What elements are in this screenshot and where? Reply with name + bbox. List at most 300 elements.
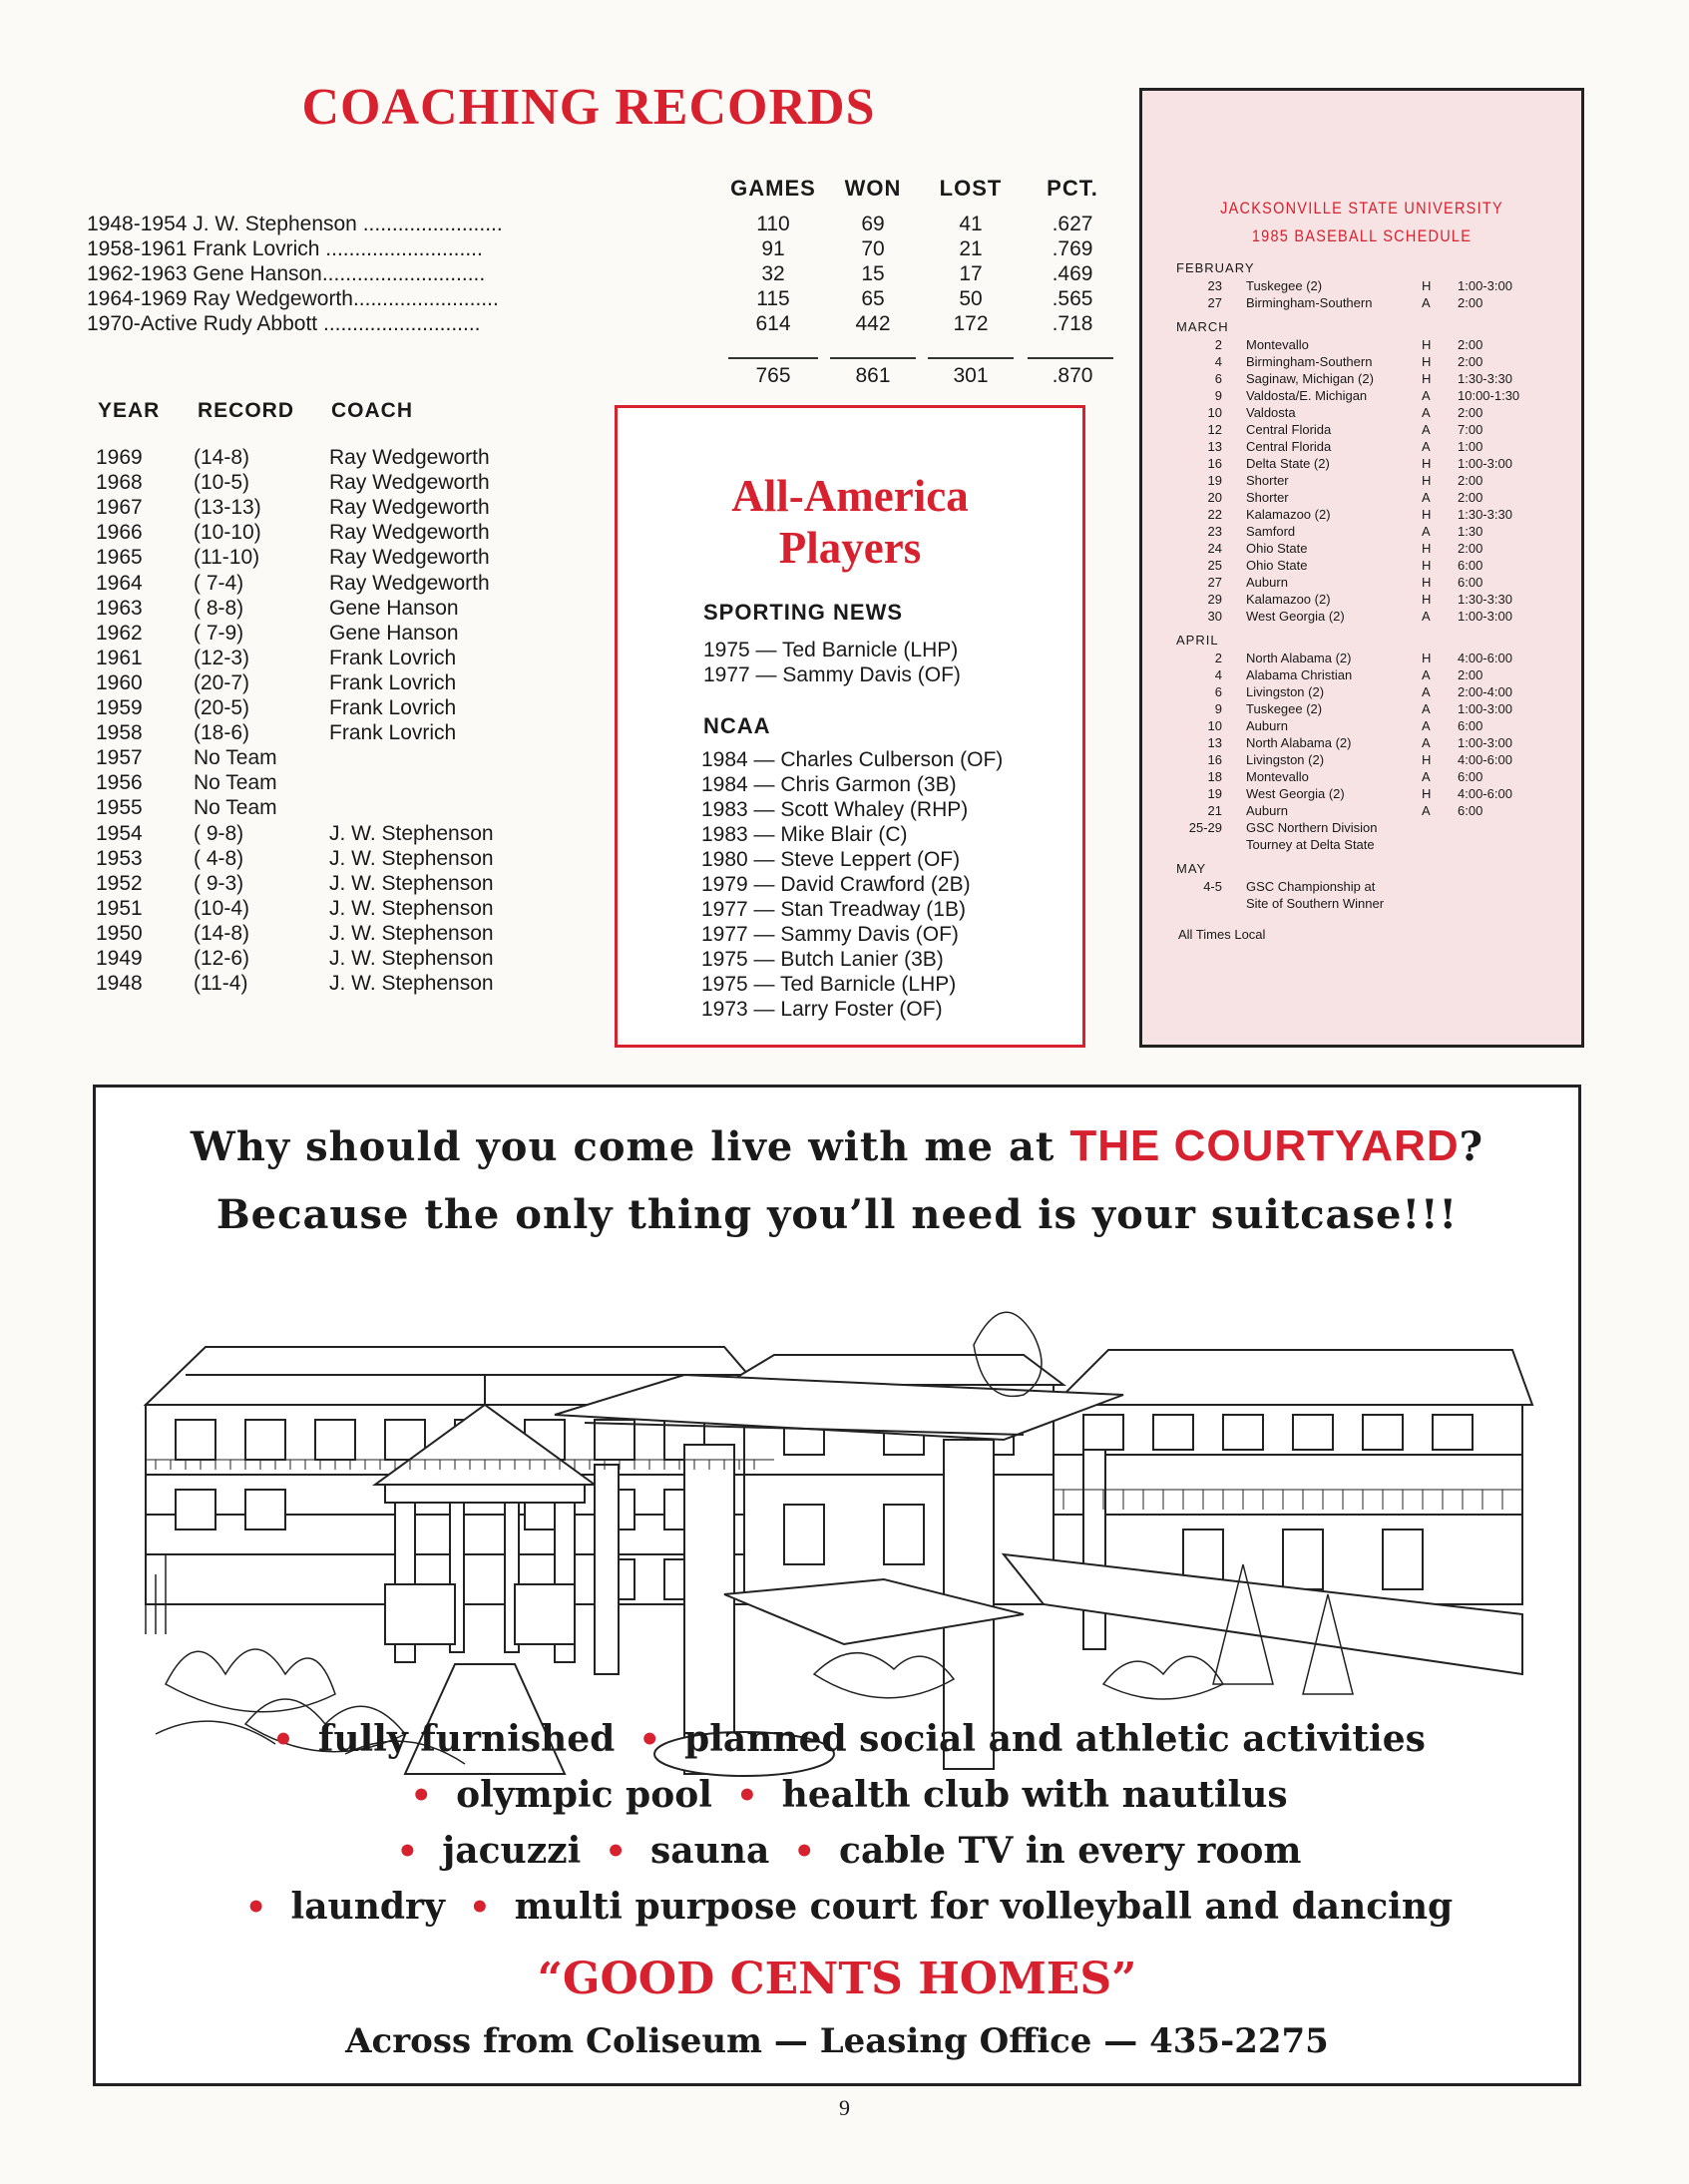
amenity-item: laundry (290, 1886, 445, 1928)
schedule-game-row (1142, 895, 1581, 912)
schedule-game-opp: Livingston (2) (1246, 684, 1325, 699)
year-record-coach: Frank Lovrich (329, 696, 457, 719)
year-record-row (0, 921, 599, 946)
schedule-title-line1: JACKSONVILLE STATE UNIVERSITY (1220, 199, 1503, 218)
year-record-year: 1950 (96, 921, 143, 945)
schedule-game-ha: A (1422, 769, 1431, 784)
coach-summary-lost: 17 (959, 262, 983, 285)
year-record-record: (14-8) (194, 446, 250, 469)
schedule-game-row (1142, 717, 1581, 734)
schedule-game-row (1142, 878, 1581, 895)
bullet-icon: • (396, 1832, 419, 1872)
schedule-game-opp: Valdosta (1246, 405, 1296, 420)
schedule-game-day: 4 (1214, 667, 1222, 682)
year-record-record: (20-5) (194, 696, 250, 719)
coach-summary-pct: .718 (1052, 312, 1093, 335)
year-record-year: 1965 (96, 546, 143, 570)
ncaa-item: 1977 — Sammy Davis (OF) (701, 923, 959, 946)
schedule-game-time: 2:00 (1458, 473, 1483, 488)
year-record-row (0, 770, 599, 795)
schedule-game-ha: H (1422, 575, 1432, 590)
total-rule-games (728, 357, 818, 359)
schedule-game-day: 21 (1207, 803, 1222, 818)
schedule-game-ha: A (1422, 735, 1431, 750)
total-rule-pct (1028, 357, 1113, 359)
schedule-game-ha: H (1422, 541, 1432, 556)
schedule-game-day: 20 (1207, 490, 1222, 505)
schedule-game-opp: West Georgia (2) (1246, 609, 1345, 624)
schedule-game-day: 9 (1214, 701, 1222, 716)
schedule-game-ha: H (1422, 592, 1432, 607)
year-record-record: (13-13) (194, 496, 261, 520)
schedule-game-opp: Kalamazoo (2) (1246, 507, 1331, 522)
schedule-game-time: 6:00 (1458, 769, 1483, 784)
schedule-game-time: 6:00 (1458, 718, 1483, 733)
schedule-game-ha: A (1422, 295, 1431, 310)
year-record-row (0, 896, 599, 921)
schedule-game-opp: Valdosta/E. Michigan (1246, 388, 1368, 403)
schedule-game-opp: Ohio State (1246, 541, 1308, 556)
year-record-coach: J. W. Stephenson (329, 972, 494, 996)
coach-summary-row (0, 286, 1117, 311)
sporting-news-item: 1975 — Ted Barnicle (LHP) (703, 639, 959, 661)
schedule-month-label: MARCH (1176, 319, 1229, 334)
schedule-game-time: 6:00 (1458, 803, 1483, 818)
schedule-game-opp: Auburn (1246, 575, 1288, 590)
year-record-year: 1963 (96, 596, 143, 620)
year-record-year: 1969 (96, 446, 143, 469)
schedule-game-row (1142, 683, 1581, 700)
schedule-game-row (1142, 438, 1581, 455)
schedule-game-opp: Samford (1246, 524, 1296, 539)
schedule-game-row (1142, 768, 1581, 785)
coach-summary-pct: .769 (1052, 237, 1093, 260)
year-record-year: 1956 (96, 771, 143, 795)
schedule-game-row (1142, 540, 1581, 557)
schedule-game-ha: H (1422, 371, 1432, 386)
coach-summary-row (0, 212, 1117, 236)
schedule-game-opp: Shorter (1246, 490, 1289, 505)
coaching-records-title: COACHING RECORDS (301, 79, 876, 136)
amenities-line (96, 1718, 1578, 1760)
schedule-game-row (1142, 506, 1581, 523)
year-header: YEAR (98, 399, 161, 422)
ncaa-label: NCAA (703, 713, 771, 738)
coach-summary-won: 15 (861, 262, 885, 285)
coach-summary-games: 614 (755, 312, 791, 335)
year-record-year: 1954 (96, 821, 143, 845)
schedule-game-row (1142, 370, 1581, 387)
schedule-game-opp: Saginaw, Michigan (2) (1246, 371, 1374, 386)
all-america-title-line2: Players (778, 523, 922, 573)
year-record-record: ( 4-8) (194, 846, 244, 870)
schedule-game-day: 9 (1214, 388, 1222, 403)
schedule-game-day: 16 (1207, 456, 1222, 471)
year-record-year: 1951 (96, 896, 143, 920)
coach-summary-label: 1958-1961 Frank Lovrich ........................... (87, 237, 483, 260)
schedule-game-ha: H (1422, 337, 1432, 352)
coach-summary-lost: 50 (959, 287, 983, 310)
schedule-game-opp: Kalamazoo (2) (1246, 592, 1331, 607)
coach-summary-lost: 21 (959, 237, 983, 260)
year-record-row (0, 871, 599, 896)
year-record-record: No Team (194, 746, 277, 770)
year-record-record: ( 9-8) (194, 821, 244, 845)
year-record-coach: Ray Wedgeworth (329, 546, 490, 570)
schedule-game-day: 22 (1207, 507, 1222, 522)
year-record-coach: Ray Wedgeworth (329, 496, 490, 520)
year-record-year: 1964 (96, 571, 143, 595)
schedule-game-day: 25 (1207, 558, 1222, 573)
ad-headline-1-text: Why should you come live with me at (190, 1123, 1070, 1170)
schedule-game-opp: GSC Championship at (1246, 879, 1376, 894)
coach-summary-games: 91 (761, 237, 785, 260)
ncaa-item: 1975 — Butch Lanier (3B) (701, 948, 944, 971)
schedule-game-time: 4:00-6:00 (1458, 786, 1512, 801)
page-number: 9 (839, 2095, 850, 2120)
year-record-record: (20-7) (194, 670, 250, 694)
year-record-year: 1967 (96, 496, 143, 520)
bullet-icon: • (410, 1776, 433, 1816)
year-record-record: No Team (194, 771, 277, 795)
year-record-record: (11-10) (194, 546, 260, 570)
schedule-game-time: 2:00-4:00 (1458, 684, 1512, 699)
coach-header: COACH (331, 399, 413, 422)
amenity-item: sauna (650, 1830, 770, 1872)
schedule-game-row (1142, 819, 1581, 836)
schedule-game-row (1142, 734, 1581, 751)
year-record-row (0, 470, 599, 495)
year-record-row (0, 946, 599, 971)
year-record-row (0, 695, 599, 720)
year-record-coach: J. W. Stephenson (329, 846, 494, 870)
schedule-game-ha: A (1422, 684, 1431, 699)
schedule-game-day: 23 (1207, 524, 1222, 539)
schedule-game-day: 19 (1207, 786, 1222, 801)
coach-summary-row (0, 311, 1117, 336)
year-record-coach: Ray Wedgeworth (329, 446, 490, 469)
schedule-game-ha: H (1422, 558, 1432, 573)
ncaa-item: 1984 — Chris Garmon (3B) (701, 773, 957, 796)
year-record-record: ( 7-9) (194, 621, 244, 645)
schedule-game-opp: Alabama Christian (1246, 667, 1353, 682)
total-won: 861 (855, 364, 891, 387)
year-record-row (0, 745, 599, 770)
schedule-game-time: 1:00-3:00 (1458, 278, 1512, 293)
schedule-game-time: 2:00 (1458, 337, 1483, 352)
schedule-game-opp: Central Florida (1246, 422, 1332, 437)
all-america-box (615, 405, 1085, 1048)
schedule-title-line2: 1985 BASEBALL SCHEDULE (1251, 226, 1473, 245)
schedule-game-row (1142, 472, 1581, 489)
coach-summary-won: 442 (855, 312, 891, 335)
schedule-game-opp: Tuskegee (2) (1246, 278, 1323, 293)
schedule-game-ha: A (1422, 422, 1431, 437)
schedule-game-opp: Site of Southern Winner (1246, 896, 1385, 911)
leasing-office-line: Across from Coliseum — Leasing Office — 435-2275 (345, 2021, 1329, 2061)
schedule-game-opp: Birmingham-Southern (1246, 295, 1373, 310)
schedule-game-ha: H (1422, 752, 1432, 767)
year-record-year: 1968 (96, 471, 143, 495)
schedule-game-opp: Tourney at Delta State (1246, 837, 1375, 852)
schedule-game-ha: A (1422, 718, 1431, 733)
coach-summary-games: 115 (756, 287, 790, 310)
schedule-game-ha: A (1422, 405, 1431, 420)
schedule-game-time: 6:00 (1458, 558, 1483, 573)
year-record-record: ( 7-4) (194, 571, 244, 595)
year-record-record: (10-4) (194, 896, 250, 920)
coach-summary-won: 69 (861, 213, 885, 235)
schedule-game-day: 27 (1207, 295, 1222, 310)
schedule-game-day: 16 (1207, 752, 1222, 767)
year-record-row (0, 596, 599, 621)
year-record-record: ( 8-8) (194, 596, 244, 620)
schedule-game-row (1142, 574, 1581, 591)
year-record-year: 1958 (96, 721, 143, 745)
schedule-game-day: 10 (1207, 405, 1222, 420)
schedule-game-opp: Auburn (1246, 803, 1288, 818)
schedule-game-day: 13 (1207, 735, 1222, 750)
amenity-item: fully furnished (317, 1718, 616, 1760)
schedule-game-time: 1:00-3:00 (1458, 735, 1512, 750)
year-record-record: No Team (194, 796, 277, 820)
schedule-game-day: 4 (1214, 354, 1222, 369)
bullet-icon: • (735, 1776, 758, 1816)
year-record-coach: Gene Hanson (329, 621, 459, 645)
schedule-game-opp: North Alabama (2) (1246, 735, 1352, 750)
total-lost: 301 (953, 364, 989, 387)
year-record-row (0, 821, 599, 846)
year-record-record: (18-6) (194, 721, 250, 745)
ad-headline-2: Because the only thing you’ll need is your suitcase!!! (215, 1191, 1459, 1238)
schedule-game-time: 1:30 (1458, 524, 1483, 539)
year-record-record: (12-6) (194, 947, 250, 970)
year-record-row (0, 646, 599, 670)
schedule-game-opp: Delta State (2) (1246, 456, 1330, 471)
year-record-year: 1955 (96, 796, 143, 820)
schedule-game-day: 23 (1207, 278, 1222, 293)
total-rule-won (830, 357, 916, 359)
year-record-row (0, 545, 599, 570)
amenity-item: cable TV in every room (839, 1830, 1302, 1872)
year-record-year: 1962 (96, 621, 143, 645)
year-record-coach: J. W. Stephenson (329, 896, 494, 920)
schedule-game-ha: A (1422, 701, 1431, 716)
schedule-game-time: 2:00 (1458, 354, 1483, 369)
amenities-line (96, 1774, 1578, 1816)
schedule-game-time: 1:30-3:30 (1458, 371, 1512, 386)
ncaa-item: 1984 — Charles Culberson (OF) (701, 748, 1004, 771)
total-pct: .870 (1052, 364, 1093, 387)
year-record-coach: Frank Lovrich (329, 646, 457, 669)
year-record-row (0, 520, 599, 545)
games-header: GAMES (730, 176, 816, 201)
year-record-year: 1966 (96, 521, 143, 545)
coach-summary-lost: 172 (953, 312, 989, 335)
schedule-game-ha: A (1422, 524, 1431, 539)
record-header: RECORD (198, 399, 295, 422)
schedule-game-time: 1:30-3:30 (1458, 507, 1512, 522)
schedule-game-ha: H (1422, 354, 1432, 369)
schedule-game-day: 2 (1214, 337, 1222, 352)
schedule-game-time: 1:30-3:30 (1458, 592, 1512, 607)
schedule-game-row (1142, 650, 1581, 666)
schedule-game-day: 25-29 (1188, 820, 1222, 835)
coach-summary-label: 1964-1969 Ray Wedgeworth......................... (87, 287, 499, 310)
good-cents-homes (96, 1954, 1578, 2004)
schedule-game-day: 18 (1207, 769, 1222, 784)
schedule-game-ha: H (1422, 456, 1432, 471)
amenity-item: olympic pool (456, 1774, 712, 1816)
ncaa-item: 1980 — Steve Leppert (OF) (701, 848, 961, 871)
schedule-game-time: 6:00 (1458, 575, 1483, 590)
courtyard-advertisement (93, 1085, 1581, 2086)
schedule-game-day: 6 (1214, 371, 1222, 386)
coach-summary-row (0, 236, 1117, 261)
sporting-news-item: 1977 — Sammy Davis (OF) (703, 663, 961, 686)
good-cents-homes-text: “GOOD CENTS HOMES” (537, 1954, 1137, 2004)
schedule-game-row (1142, 387, 1581, 404)
schedule-game-opp: GSC Northern Division (1246, 820, 1378, 835)
bullet-icon: • (638, 1720, 661, 1760)
bullet-icon: • (605, 1832, 628, 1872)
schedule-game-row (1142, 523, 1581, 540)
year-record-year: 1948 (96, 972, 143, 996)
schedule-game-row (1142, 294, 1581, 311)
ncaa-item: 1975 — Ted Barnicle (LHP) (701, 973, 957, 996)
schedule-game-row (1142, 751, 1581, 768)
year-record-row (0, 795, 599, 820)
schedule-game-ha: H (1422, 507, 1432, 522)
schedule-game-opp: Auburn (1246, 718, 1288, 733)
bullet-icon: • (793, 1832, 816, 1872)
year-record-coach: J. W. Stephenson (329, 921, 494, 945)
schedule-game-time: 2:00 (1458, 490, 1483, 505)
schedule-game-time: 4:00-6:00 (1458, 752, 1512, 767)
schedule-game-time: 2:00 (1458, 541, 1483, 556)
schedule-game-day: 12 (1207, 422, 1222, 437)
schedule-game-opp: Shorter (1246, 473, 1289, 488)
amenity-item: planned social and athletic activities (684, 1718, 1426, 1760)
coach-summary-pct: .565 (1052, 287, 1093, 310)
schedule-game-opp: Ohio State (1246, 558, 1308, 573)
schedule-game-day: 19 (1207, 473, 1222, 488)
lost-header: LOST (939, 176, 1003, 201)
schedule-game-row (1142, 802, 1581, 819)
ncaa-item: 1977 — Stan Treadway (1B) (701, 898, 966, 921)
year-record-coach: Gene Hanson (329, 596, 459, 620)
year-record-row (0, 495, 599, 520)
year-record-year: 1949 (96, 947, 143, 970)
schedule-month-label: MAY (1176, 861, 1207, 876)
schedule-game-ha: H (1422, 473, 1432, 488)
schedule-game-time: 1:00 (1458, 439, 1483, 454)
all-america-title (618, 470, 1082, 574)
ncaa-item: 1973 — Larry Foster (OF) (701, 998, 943, 1021)
pct-header: PCT. (1047, 176, 1098, 201)
schedule-game-day: 13 (1207, 439, 1222, 454)
schedule-game-day: 24 (1207, 541, 1222, 556)
schedule-game-row (1142, 455, 1581, 472)
schedule-game-row (1142, 666, 1581, 683)
schedule-game-ha: A (1422, 803, 1431, 818)
schedule-game-time: 7:00 (1458, 422, 1483, 437)
coach-summary-lost: 41 (959, 213, 983, 235)
year-record-coach: Ray Wedgeworth (329, 521, 490, 545)
courtyard-name: THE COURTYARD (1069, 1121, 1460, 1170)
schedule-game-row (1142, 785, 1581, 802)
schedule-game-ha: A (1422, 667, 1431, 682)
coach-summary-label: 1970-Active Rudy Abbott ........................... (87, 312, 481, 335)
schedule-game-opp: Tuskegee (2) (1246, 701, 1323, 716)
year-record-record: (14-8) (194, 921, 250, 945)
schedule-game-opp: Montevallo (1246, 769, 1309, 784)
schedule-game-ha: A (1422, 439, 1431, 454)
coach-summary-games: 32 (761, 262, 785, 285)
year-record-year: 1959 (96, 696, 143, 719)
schedule-game-row (1142, 421, 1581, 438)
year-record-coach: J. W. Stephenson (329, 947, 494, 970)
year-record-coach: J. W. Stephenson (329, 821, 494, 845)
coach-summary-pct: .469 (1052, 262, 1093, 285)
schedule-game-time: 2:00 (1458, 405, 1483, 420)
schedule-game-opp: West Georgia (2) (1246, 786, 1345, 801)
year-record-row (0, 846, 599, 871)
year-record-record: (11-4) (194, 972, 248, 996)
schedule-game-time: 1:00-3:00 (1458, 701, 1512, 716)
bullet-icon: • (244, 1888, 267, 1928)
amenities-line (96, 1886, 1578, 1928)
coach-summary-label: 1962-1963 Gene Hanson............................ (87, 262, 486, 285)
schedule-game-row (1142, 336, 1581, 353)
year-record-row (0, 445, 599, 470)
schedule-month-label: FEBRUARY (1176, 260, 1255, 275)
year-record-row (0, 670, 599, 695)
schedule-game-ha: A (1422, 490, 1431, 505)
coach-summary-pct: .627 (1052, 213, 1093, 235)
schedule-game-day: 29 (1207, 592, 1222, 607)
schedule-game-row (1142, 591, 1581, 608)
schedule-game-row (1142, 489, 1581, 506)
year-record-year: 1952 (96, 871, 143, 895)
coach-summary-games: 110 (756, 213, 790, 235)
coach-summary-won: 65 (861, 287, 885, 310)
year-record-year: 1961 (96, 646, 143, 669)
year-record-coach: Ray Wedgeworth (329, 571, 490, 595)
year-record-coach: Ray Wedgeworth (329, 471, 490, 495)
schedule-game-day: 4-5 (1203, 879, 1222, 894)
year-record-record: (10-5) (194, 471, 250, 495)
schedule-game-row (1142, 836, 1581, 853)
schedule-game-time: 10:00-1:30 (1458, 388, 1520, 403)
year-record-coach: Frank Lovrich (329, 670, 457, 694)
bullet-icon: • (272, 1720, 294, 1760)
schedule-game-day: 2 (1214, 651, 1222, 665)
schedule-game-opp: Livingston (2) (1246, 752, 1325, 767)
schedule-game-ha: H (1422, 278, 1432, 293)
schedule-game-time: 4:00-6:00 (1458, 651, 1512, 665)
schedule-game-time: 1:00-3:00 (1458, 456, 1512, 471)
coach-summary-row (0, 261, 1117, 286)
amenity-item: jacuzzi (442, 1830, 582, 1872)
amenities-line (96, 1830, 1578, 1872)
schedule-month-label: APRIL (1176, 633, 1219, 648)
schedule-game-opp: Montevallo (1246, 337, 1309, 352)
schedule-game-ha: H (1422, 651, 1432, 665)
schedule-game-time: 1:00-3:00 (1458, 609, 1512, 624)
all-america-title-line1: All-America (731, 471, 969, 521)
coach-summary-label: 1948-1954 J. W. Stephenson ........................ (87, 213, 503, 235)
